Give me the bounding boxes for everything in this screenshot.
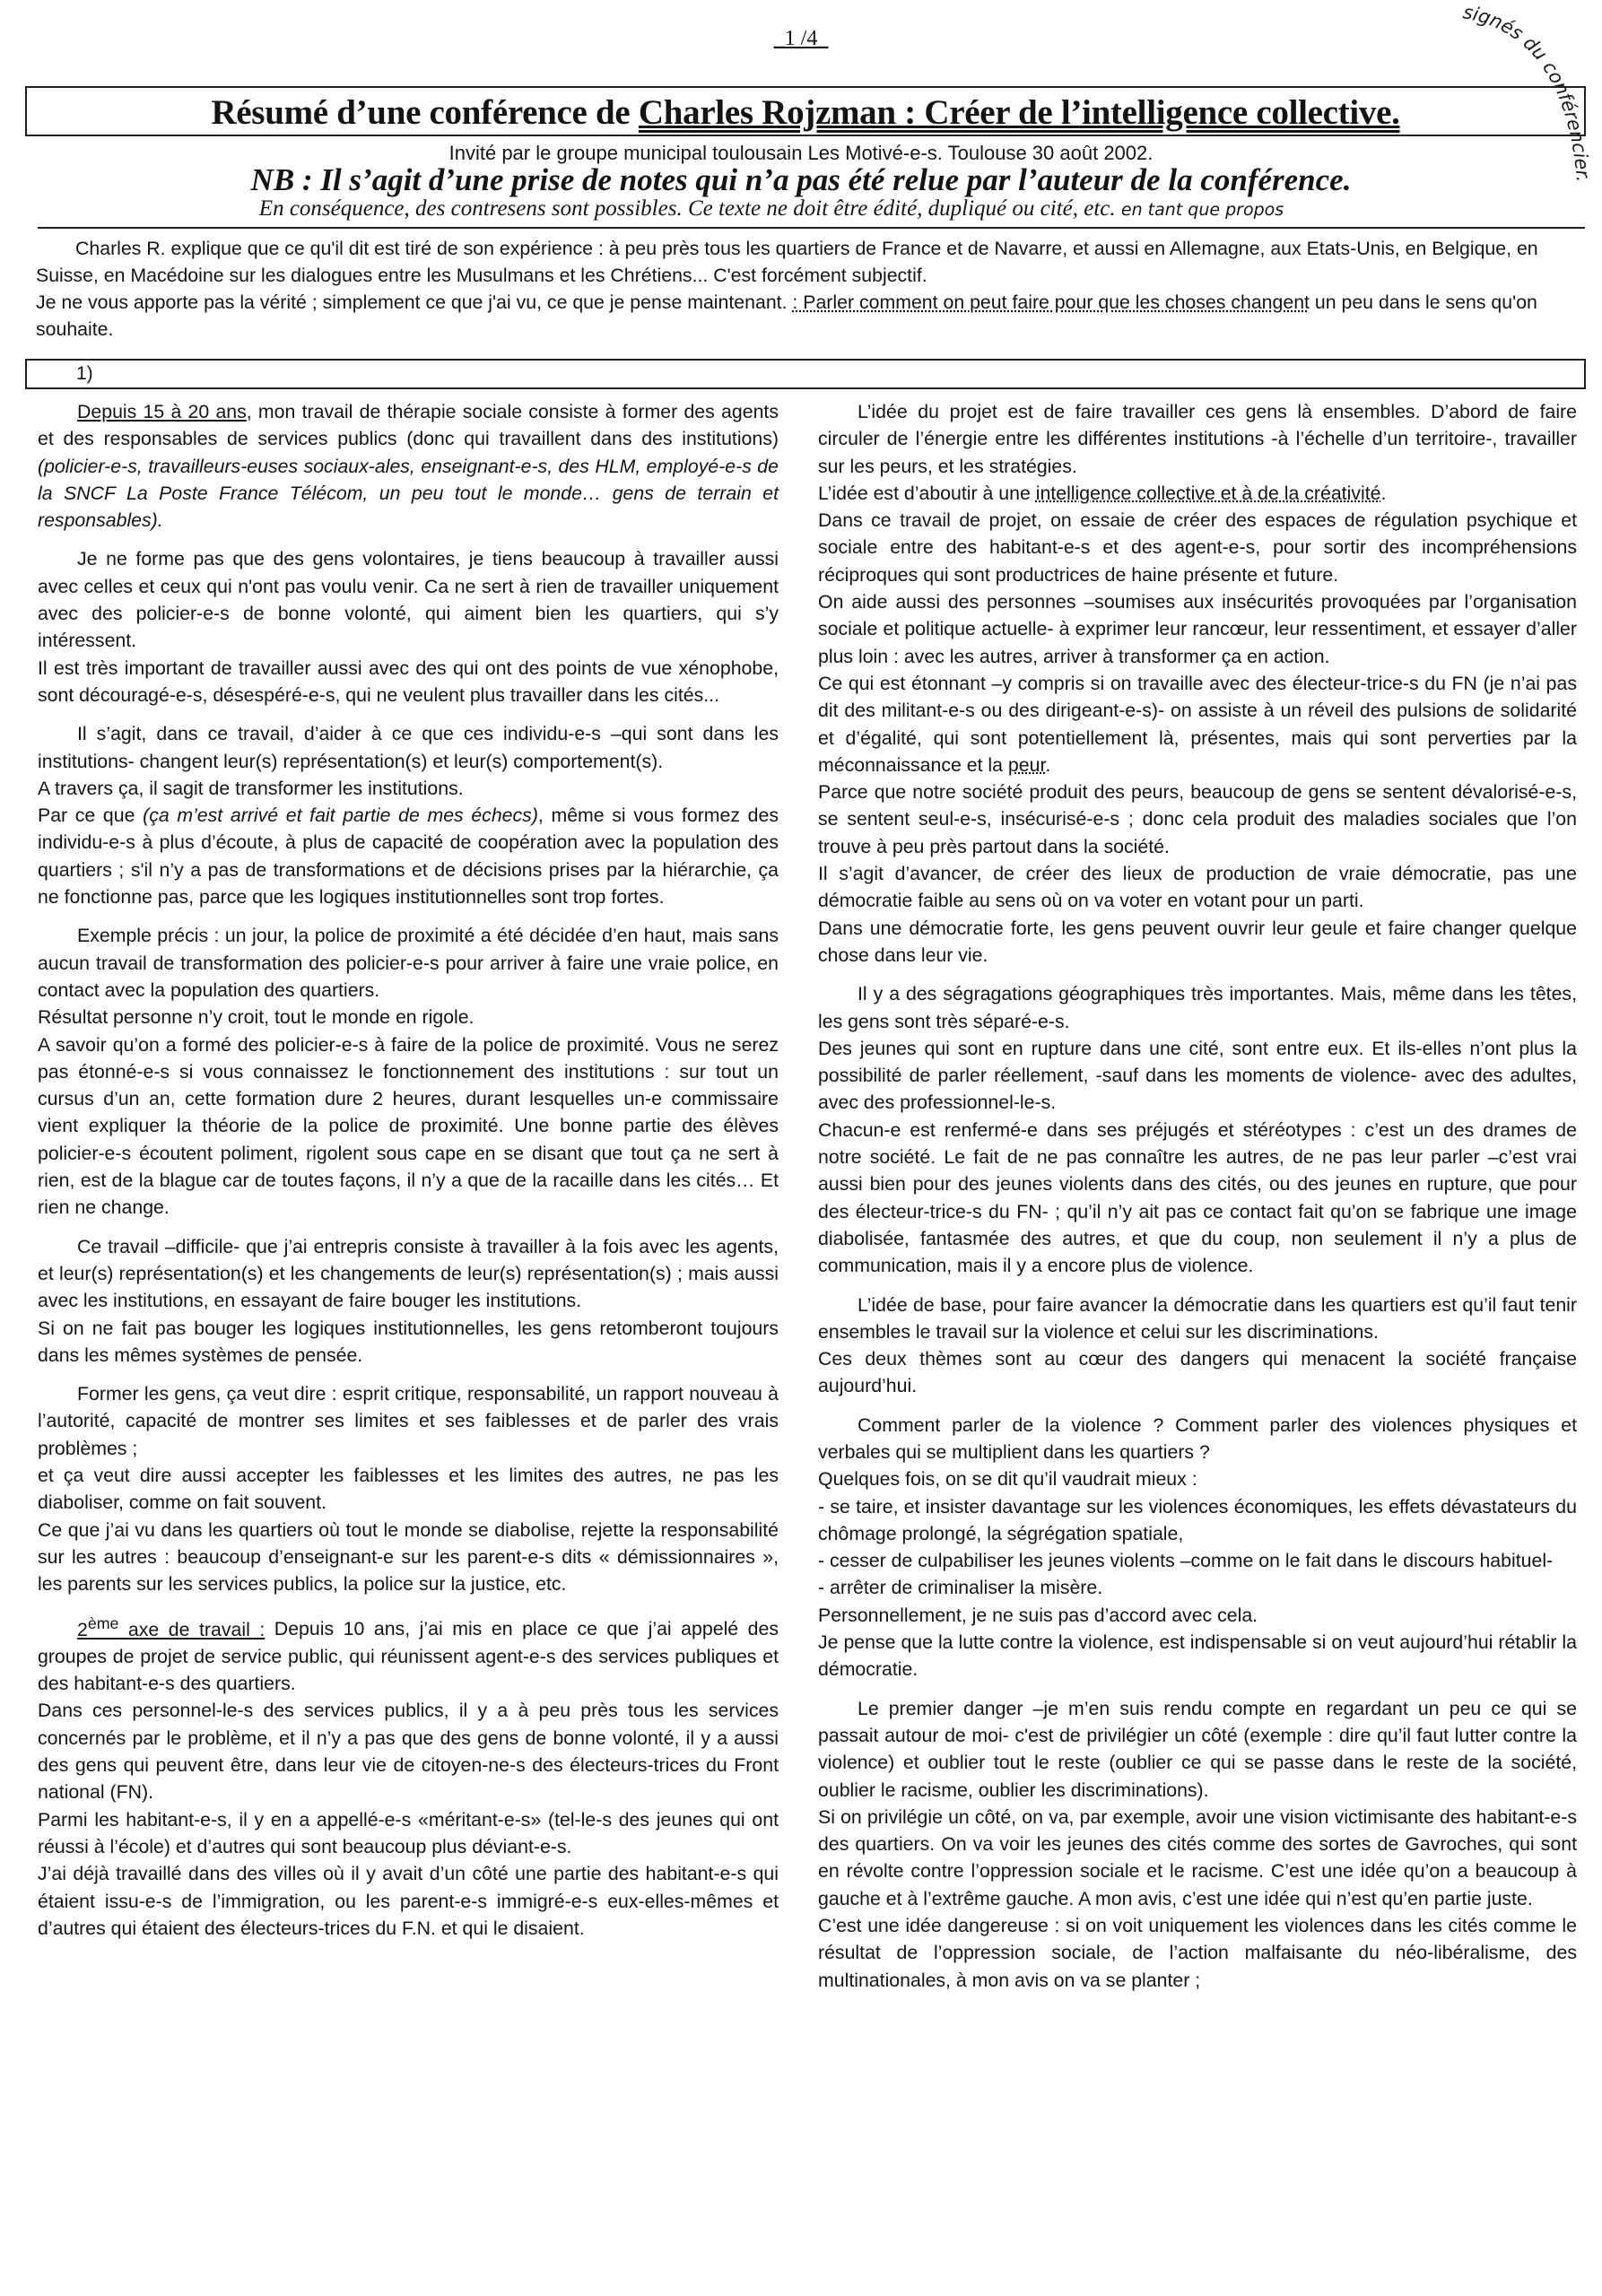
paragraph: A savoir qu’on a formé des policier-e-s à faire de la police de proximité. Vous ne serez pas étonné-e-s si vous connaissez le fonctionnement des institutions : sur tout un cursus d’un an, cette formation dure 2 heures, durant lesquelles un-e commissaire vient expliquer la théorie de la police de proximité. Une bonne partie des élèves policier-e-s écoutent poliment, rigolent sous cape en se disant que tout ça ne sert à rien, est de la blague car de toutes façons, il n’y a que de la racaille dans les cités… Et rien ne change. xyxy=(38,1033,779,1219)
right-column xyxy=(818,398,1577,1994)
paragraph: Ces deux thèmes sont au cœur des dangers qui menacent la société française aujourd’hui. xyxy=(818,1348,1577,1397)
dotted-underline-span: intelligence collective et à de la créativité xyxy=(1035,482,1381,504)
paragraph: Je pense que la lutte contre la violence, est indispensable si on veut aujourd’hui rétablir la démocratie. xyxy=(818,1631,1577,1681)
text-span: L’idée est d’aboutir à une xyxy=(818,482,1036,504)
paragraph: Ce que j’ai vu dans les quartiers où tout le monde se diabolise, rejette la responsabilité sur les autres : beaucoup d’enseignant-e sur les parent-e-s dits « démissionnaires », les parents sur les services publics, la police sur la justice, etc. xyxy=(38,1518,779,1596)
consequence-text: En conséquence, des contresens sont possibles. Ce texte ne doit être édité, dupliqué ou cité, etc. xyxy=(258,196,1116,221)
list-item: - cesser de culpabiliser les jeunes violents –comme on le fait dans le discours habituel- xyxy=(818,1550,1554,1572)
paragraph xyxy=(818,670,1577,778)
page-number-text: _1 /4_ xyxy=(773,27,829,50)
underlined-span: Depuis 15 à 20 ans xyxy=(77,401,247,422)
text-span: Ce qui est étonnant –y compris si on travaille avec des électeur-trice-s du FN (je n’ai pas dit des militant-e-s ou des dirigeant-e-s)- on assiste à un réveil des pulsions de solidarité et d’égalité, qui sont potentiellement là, présentes, mais qui sont perverties par la méconnaissance et la xyxy=(818,672,1577,776)
nb-notice: NB : Il s’agit d’une prise de notes qui n’a pas été relue par l’auteur de la conférence. xyxy=(250,162,1352,197)
title-prefix: Résumé d’une conférence de xyxy=(211,93,639,132)
axis-label: axe de travail : xyxy=(118,1618,266,1640)
paragraph: Le premier danger –je m’en suis rendu compte en regardant un peu ce qui se passait autour de moi- c'est de privilégier un côté (exemple : dire qu’il faut lutter contre la violence) et oublier tout le reste (oublier ce qui se passe dans le reste de la société, oublier le racisme, oublier les discriminations). xyxy=(818,1697,1577,1801)
paragraph xyxy=(38,1609,779,1697)
paragraph: Dans ce travail de projet, on essaie de créer des espaces de régulation psychique et sociale entre des habitant-e-s et des agent-e-s, pour sortir des incompréhensions réciproques qui sont productrices de haine présente et future. xyxy=(818,509,1577,586)
italic-span: (policier-e-s, travailleurs-euses sociaux-ales, enseignant-e-s, des HLM, employé-e-s de la SNCF La Poste France Télécom, un peu tout le monde… gens de terrain et responsables). xyxy=(38,455,779,532)
section-label: 1) xyxy=(76,363,93,384)
paragraph: Parce que notre société produit des peurs, beaucoup de gens se sentent dévalorisé-e-s, se sentent seul-e-s, insécurisé-e-s ; donc cela produit des maladies sociales que l’on trouve à peu près partout dans la société. xyxy=(818,781,1577,857)
paragraph: Il est très important de travailler aussi avec des qui ont des points de vue xénophobe, sont découragé-e-s, désespéré-e-s, qui ne veulent plus travailler dans les cités... xyxy=(38,657,779,706)
handwritten-margin-text: signés du conférencier. xyxy=(1461,1,1595,184)
paragraph: Comment parler de la violence ? Comment parler des violences physiques et verbales qui se multiplient dans les quartiers ? xyxy=(818,1413,1577,1463)
paragraph: Je ne forme pas que des gens volontaires, je tiens beaucoup à travailler aussi avec celles et ceux qui n'ont pas voulu venir. Ca ne sert à rien de travailler uniquement avec des policier-e-s de bonne volonté, qui aiment bien les quartiers, qui s’y intéressent. xyxy=(38,548,779,652)
document-title xyxy=(25,93,1586,133)
paragraph: Si on ne fait pas bouger les logiques institutionnelles, les gens retomberont toujours dans les mêmes systèmes de pensée. xyxy=(38,1317,779,1366)
handwritten-margin-note xyxy=(1444,0,1602,242)
paragraph xyxy=(818,480,1577,507)
header-rule xyxy=(38,227,1585,229)
consequence-notice xyxy=(0,196,1543,222)
title-main: Charles Rojzman : Créer de l’intelligence collective. xyxy=(638,93,1400,132)
axis-number: 2 xyxy=(77,1618,88,1640)
intro xyxy=(36,235,1586,343)
intro-paragraph-2 xyxy=(36,289,1586,343)
paragraph: Personnellement, je ne suis pas d’accord avec cela. xyxy=(818,1604,1258,1626)
paragraph xyxy=(38,398,779,534)
page-number xyxy=(0,27,1602,51)
paragraph: Former les gens, ça veut dire : esprit critique, responsabilité, un rapport nouveau à l’autorité, capacité de montrer ses limites et ses faiblesses et de parler des vrais problèmes ; xyxy=(38,1383,779,1459)
paragraph: Dans ces personnel-le-s des services publics, il y a à peu près tous les services concernés par le problème, et il n’y a pas que des gens de bonne volonté, il y a aussi des gens qui peuvent être, dans leur vie de citoyen-ne-s des électeurs-trices du Front national (FN). xyxy=(38,1700,779,1804)
invite-line: Invité par le groupe municipal toulousain Les Motivé-e-s. Toulouse 30 août 2002. xyxy=(448,142,1154,164)
intro-paragraph-1: Charles R. explique que ce qu'il dit est tiré de son expérience : à peu près tous les quartiers de France et de Navarre, et aussi en Allemagne, aux Etats-Unis, en Belgique, en Suisse, en Macédoine sur les dialogues entre les Musulmans et les Chrétiens... C'est forcément subjectif. xyxy=(36,238,1538,286)
handwritten-inline-note: en tant que propos xyxy=(1120,200,1284,220)
paragraph: C’est une idée dangereuse : si on voit uniquement les violences dans les cités comme le résultat de l’oppression sociale, de l’action malfaisante du néo-libéralisme, des multinationales, à mon avis on va se planter ; xyxy=(818,1915,1577,1991)
list-item: - arrêter de criminaliser la misère. xyxy=(818,1577,1103,1599)
text-span: . xyxy=(1045,753,1051,776)
text-span: . xyxy=(1380,482,1387,504)
paragraph: Des jeunes qui sont en rupture dans une cité, sont entre eux. Et ils-elles n’ont plus la possibilité de parler réellement, -sauf dans les moments de violence- avec des adultes, avec des professionnel-le-s. xyxy=(818,1037,1577,1114)
text-span: , même si vous formez des individu-e-s à plus d’écoute, à plus de capacité de coopération avec la population des quartiers ; s'il n’y a pas de transformations et de décisions prises par la hiérarchie, ça ne fonctionne pas, parce que les logiques institutionnelles sont trop fortes. xyxy=(38,804,779,909)
paragraph: L’idée de base, pour faire avancer la démocratie dans les quartiers est qu’il faut tenir ensembles le travail sur la violence et celui sur les discriminations. xyxy=(818,1293,1577,1343)
paragraph: On aide aussi des personnes –soumises aux insécurités provoquées par l’organisation sociale et politique actuelle- à exprimer leur rancœur, leur ressentiment, et essayer d’aller plus loin : avec les autres, arriver à transformer ça en action. xyxy=(818,591,1577,667)
paragraph: Résultat personne n’y croit, tout le monde en rigole. xyxy=(38,1006,475,1029)
paragraph: Dans une démocratie forte, les gens peuvent ouvrir leur geule et faire changer quelque chose dans leur vie. xyxy=(818,917,1577,966)
text-span: , mon travail de thérapie sociale consiste à former des agents et des responsables de services publics (donc qui travaillent dans des institutions) xyxy=(38,401,779,450)
section-box xyxy=(25,359,1586,389)
paragraph: Il s’agit, dans ce travail, d’aider à ce que ces individu-e-s –qui sont dans les institutions- changent leur(s) représentation(s) et leur(s) comportement(s). xyxy=(38,723,779,772)
axis-sup: ème xyxy=(87,1613,119,1632)
paragraph: Chacun-e est renfermé-e dans ses préjugés et stéréotypes : c’est un des drames de notre société. Le fait de ne pas connaître les autres, de ne pas leur parler –c’est vrai aussi bien pour des jeunes violents dans des cités, ou des jeunes en rupture, que pour des électeur-trice-s du FN- ; qu’il n’y ait pas ce contact fait qu’on se fabrique une image diabolisée, fantasmée des autres, et que du coup, non seulement il n’y a plus de communication, mais il y a encore plus de violence. xyxy=(818,1118,1577,1277)
intro-p2-underlined: : Parler comment on peut faire pour que les choses changent xyxy=(792,291,1310,313)
paragraph: Ce travail –difficile- que j’ai entrepris consiste à travailler à la fois avec les agents, et leur(s) représentation(s) et les changements de leur(s) représentation(s) ; mais aussi avec les institutions, en essayant de faire bouger les institutions. xyxy=(38,1235,779,1312)
paragraph: Exemple précis : un jour, la police de proximité a été décidée d’en haut, mais sans aucun travail de transformation des policier-e-s pour arriver à faire une vraie police, en contact avec la population des quartiers. xyxy=(38,925,779,1001)
dotted-underline-span: peur xyxy=(1007,753,1046,776)
paragraph: L’idée du projet est de faire travailler ces gens là ensembles. D’abord de faire circuler de l’énergie entre les différentes institutions -à l’échelle d’un territoire-, travailler sur les peurs, et les stratégies. xyxy=(818,401,1577,477)
paragraph: Il y a des ségragations géographiques très importantes. Mais, même dans les têtes, les gens sont très séparé-e-s. xyxy=(818,983,1577,1032)
text-span: Par ce que xyxy=(38,804,144,827)
axis-heading xyxy=(77,1613,266,1640)
paragraph: A travers ça, il sagit de transformer les institutions. xyxy=(38,777,464,799)
paragraph: Si on privilégie un côté, on va, par exemple, avoir une vision victimisante des habitant-e-s des quartiers. On va voir les jeunes des cités comme des sortes de Gavroches, qui sont en révolte contre l’oppression sociale et le racisme. C’est une idée qu’on a beaucoup à gauche et à l’extrême gauche. A mon avis, c’est une idée qui n’est qu’en partie juste. xyxy=(818,1805,1577,1909)
list-item: - se taire, et insister davantage sur les violences économiques, les effets dévastateurs du chômage prolongé, la ségrégation spatiale, xyxy=(818,1495,1577,1544)
paragraph: et ça veut dire aussi accepter les faiblesses et les limites des autres, ne pas les diaboliser, comme on fait souvent. xyxy=(38,1464,779,1514)
intro-p2-end: un peu dans le sens qu'on souhaite. xyxy=(36,291,1537,340)
paragraph: Parmi les habitant-e-s, il y en a appellé-e-s «méritant-e-s» (tel-le-s des jeunes qui ont réussi à l’école) et d’autres qui sont beaucoup plus déviant-e-s. xyxy=(38,1808,779,1857)
italic-span: (ça m’est arrivé et fait partie de mes échecs) xyxy=(143,804,538,827)
paragraph: Il s’agit d’avancer, de créer des lieux de production de vraie démocratie, pas une démocratie faible au sens où on va voter en votant pour un parti. xyxy=(818,863,1577,912)
text-span: Depuis 10 ans, j’ai mis en place ce que j’ai appelé des groupes de projet de service public, qui réunissent agent-e-s des services publiques et des habitant-e-s des quartiers. xyxy=(38,1618,779,1695)
paragraph: J’ai déjà travaillé dans des villes où il y avait d’un côté une partie des habitant-e-s qui étaient issu-e-s de l’immigration, ou les parent-e-s immigré-e-s eux-elles-mêmes et d’autres qui étaient des électeurs-trices du F.N. et qui le disaient. xyxy=(38,1863,779,1939)
paragraph: Quelques fois, on se dit qu’il vaudrait mieux : xyxy=(818,1468,1197,1491)
paragraph xyxy=(38,802,779,910)
left-column xyxy=(38,398,779,1942)
intro-p2-plain: Je ne vous apporte pas la vérité ; simplement ce que j'ai vu, ce que je pense maintenant. xyxy=(36,291,793,313)
